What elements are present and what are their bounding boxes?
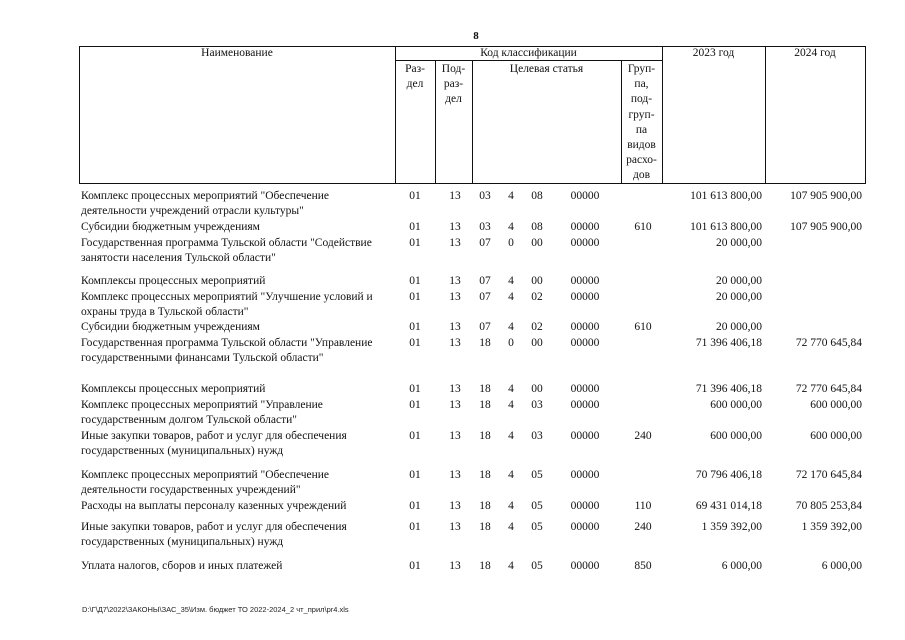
row-name: Расходы на выплаты персоналу казенных учреждений — [81, 500, 347, 512]
row-razdel: 01 — [409, 190, 421, 202]
row-razdel: 01 — [409, 430, 421, 442]
header-year-2023: 2023 год — [692, 47, 735, 59]
row-target-program: 18 — [479, 383, 491, 395]
row-name: Иные закупки товаров, работ и услуг для обеспечения государственных (муниципальных) нужд — [81, 521, 347, 548]
row-target-type: 0 — [508, 237, 514, 249]
row-razdel: 01 — [409, 291, 421, 303]
header-podrazdel: Под- раз- дел — [441, 63, 466, 106]
row-expense-group: 610 — [634, 321, 652, 333]
row-name: Комплекс процессных мероприятий "Улучшение условий и охраны труда в Тульской области" — [81, 291, 373, 318]
row-amount-2023: 600 000,00 — [710, 430, 762, 442]
row-name: Комплекс процессных мероприятий "Обеспечение деятельности учреждений отрасли культуры" — [81, 190, 330, 217]
row-target-direction: 00000 — [570, 291, 600, 303]
row-target-type: 4 — [508, 521, 514, 533]
row-podrazdel: 13 — [449, 383, 461, 395]
row-amount-2023: 71 396 406,18 — [695, 383, 762, 395]
row-podrazdel: 13 — [449, 430, 461, 442]
row-name: Государственная программа Тульской области "Содействие занятости населения Тульской области" — [81, 237, 372, 264]
row-razdel: 01 — [409, 237, 421, 249]
row-podrazdel: 13 — [449, 190, 461, 202]
row-target-direction: 00000 — [570, 275, 600, 287]
row-razdel: 01 — [409, 337, 421, 349]
row-amount-2024: 6 000,00 — [821, 560, 862, 572]
row-amount-2023: 20 000,00 — [716, 275, 762, 287]
row-target-program: 07 — [479, 291, 491, 303]
row-target-program: 07 — [479, 275, 491, 287]
row-amount-2023: 101 613 800,00 — [690, 190, 762, 202]
row-razdel: 01 — [409, 221, 421, 233]
row-amount-2024: 1 359 392,00 — [801, 521, 862, 533]
row-target-subprogram: 02 — [531, 291, 543, 303]
row-name: Комплекс процессных мероприятий "Управление государственным долгом Тульской области" — [81, 399, 323, 426]
row-amount-2024: 107 905 900,00 — [790, 190, 862, 202]
row-amount-2023: 69 431 014,18 — [695, 500, 762, 512]
row-podrazdel: 13 — [449, 500, 461, 512]
row-target-type: 4 — [508, 430, 514, 442]
row-target-program: 18 — [479, 521, 491, 533]
row-razdel: 01 — [409, 560, 421, 572]
row-amount-2024: 600 000,00 — [810, 430, 862, 442]
row-razdel: 01 — [409, 321, 421, 333]
row-target-direction: 00000 — [570, 399, 600, 411]
row-amount-2024: 107 905 900,00 — [790, 221, 862, 233]
table-header — [79, 46, 866, 184]
row-target-subprogram: 00 — [531, 383, 543, 395]
row-target-subprogram: 05 — [531, 500, 543, 512]
row-amount-2023: 71 396 406,18 — [695, 337, 762, 349]
row-target-direction: 00000 — [570, 221, 600, 233]
row-podrazdel: 13 — [449, 521, 461, 533]
row-name: Государственная программа Тульской области "Управление государственными финансами Тульской области" — [81, 337, 373, 364]
row-target-direction: 00000 — [570, 321, 600, 333]
row-target-direction: 00000 — [570, 521, 600, 533]
row-target-program: 18 — [479, 560, 491, 572]
row-target-subprogram: 05 — [531, 469, 543, 481]
row-expense-group: 240 — [634, 430, 652, 442]
row-amount-2024: 600 000,00 — [810, 399, 862, 411]
row-amount-2024: 72 770 645,84 — [795, 383, 862, 395]
row-target-type: 4 — [508, 221, 514, 233]
row-target-type: 4 — [508, 275, 514, 287]
row-amount-2024: 72 770 645,84 — [795, 337, 862, 349]
row-target-subprogram: 08 — [531, 190, 543, 202]
row-name: Субсидии бюджетным учреждениям — [81, 321, 260, 333]
row-amount-2023: 20 000,00 — [716, 291, 762, 303]
row-razdel: 01 — [409, 469, 421, 481]
row-target-direction: 00000 — [570, 469, 600, 481]
row-razdel: 01 — [409, 500, 421, 512]
row-podrazdel: 13 — [449, 291, 461, 303]
page-number: 8 — [473, 30, 479, 42]
row-razdel: 01 — [409, 383, 421, 395]
row-target-subprogram: 03 — [531, 430, 543, 442]
row-podrazdel: 13 — [449, 469, 461, 481]
row-target-type: 4 — [508, 383, 514, 395]
row-amount-2023: 1 359 392,00 — [701, 521, 762, 533]
row-target-type: 0 — [508, 337, 514, 349]
row-amount-2024: 70 805 253,84 — [795, 500, 862, 512]
row-target-program: 03 — [479, 221, 491, 233]
row-amount-2023: 70 796 406,18 — [695, 469, 762, 481]
row-podrazdel: 13 — [449, 237, 461, 249]
footer-file-path: D:\Г\Д7\2022\ЗАКОНЫ\ЗАС_35\Изм. бюджет ТО 2022-2024_2 чт_прил\pr4.xls — [82, 605, 349, 614]
row-razdel: 01 — [409, 275, 421, 287]
row-target-type: 4 — [508, 469, 514, 481]
row-target-type: 4 — [508, 321, 514, 333]
row-podrazdel: 13 — [449, 399, 461, 411]
header-group: Груп- па, под- груп- па видов расхо- дов — [626, 63, 657, 182]
row-target-type: 4 — [508, 190, 514, 202]
row-target-program: 18 — [479, 399, 491, 411]
row-target-direction: 00000 — [570, 190, 600, 202]
row-expense-group: 610 — [634, 221, 652, 233]
row-target-direction: 00000 — [570, 430, 600, 442]
row-target-program: 18 — [479, 500, 491, 512]
row-target-type: 4 — [508, 399, 514, 411]
row-podrazdel: 13 — [449, 221, 461, 233]
row-podrazdel: 13 — [449, 275, 461, 287]
row-expense-group: 240 — [634, 521, 652, 533]
header-name: Наименование — [201, 47, 273, 59]
row-razdel: 01 — [409, 399, 421, 411]
row-amount-2023: 600 000,00 — [710, 399, 762, 411]
row-target-program: 18 — [479, 337, 491, 349]
row-name: Комплекс процессных мероприятий "Обеспечение деятельности государственных учреждений" — [81, 469, 330, 496]
row-expense-group: 110 — [634, 500, 652, 512]
row-amount-2023: 20 000,00 — [716, 237, 762, 249]
row-target-program: 07 — [479, 237, 491, 249]
row-target-program: 18 — [479, 430, 491, 442]
row-target-direction: 00000 — [570, 237, 600, 249]
row-target-subprogram: 05 — [531, 560, 543, 572]
row-podrazdel: 13 — [449, 321, 461, 333]
row-target-direction: 00000 — [570, 337, 600, 349]
row-target-subprogram: 02 — [531, 321, 543, 333]
row-podrazdel: 13 — [449, 337, 461, 349]
header-razdel: Раз- дел — [405, 63, 425, 91]
header-code: Код классификации — [480, 47, 577, 59]
row-target-subprogram: 00 — [531, 337, 543, 349]
row-target-program: 18 — [479, 469, 491, 481]
row-razdel: 01 — [409, 521, 421, 533]
row-name: Уплата налогов, сборов и иных платежей — [81, 560, 283, 572]
row-target-type: 4 — [508, 291, 514, 303]
header-target-article: Целевая статья — [509, 63, 584, 75]
row-name: Комплексы процессных мероприятий — [81, 383, 266, 395]
row-name: Субсидии бюджетным учреждениям — [81, 221, 260, 233]
row-target-subprogram: 00 — [531, 275, 543, 287]
row-amount-2023: 20 000,00 — [716, 321, 762, 333]
row-target-subprogram: 03 — [531, 399, 543, 411]
row-target-direction: 00000 — [570, 500, 600, 512]
row-target-direction: 00000 — [570, 383, 600, 395]
row-target-subprogram: 05 — [531, 521, 543, 533]
row-name: Комплексы процессных мероприятий — [81, 275, 266, 287]
row-podrazdel: 13 — [449, 560, 461, 572]
row-amount-2024: 72 170 645,84 — [795, 469, 862, 481]
row-target-program: 07 — [479, 321, 491, 333]
row-target-program: 03 — [479, 190, 491, 202]
row-target-direction: 00000 — [570, 560, 600, 572]
row-name: Иные закупки товаров, работ и услуг для обеспечения государственных (муниципальных) нужд — [81, 430, 347, 457]
row-target-type: 4 — [508, 560, 514, 572]
row-target-subprogram: 00 — [531, 237, 543, 249]
row-amount-2023: 101 613 800,00 — [690, 221, 762, 233]
row-expense-group: 850 — [634, 560, 652, 572]
row-target-subprogram: 08 — [531, 221, 543, 233]
row-amount-2023: 6 000,00 — [721, 560, 762, 572]
row-target-type: 4 — [508, 500, 514, 512]
header-year-2024: 2024 год — [794, 47, 836, 59]
